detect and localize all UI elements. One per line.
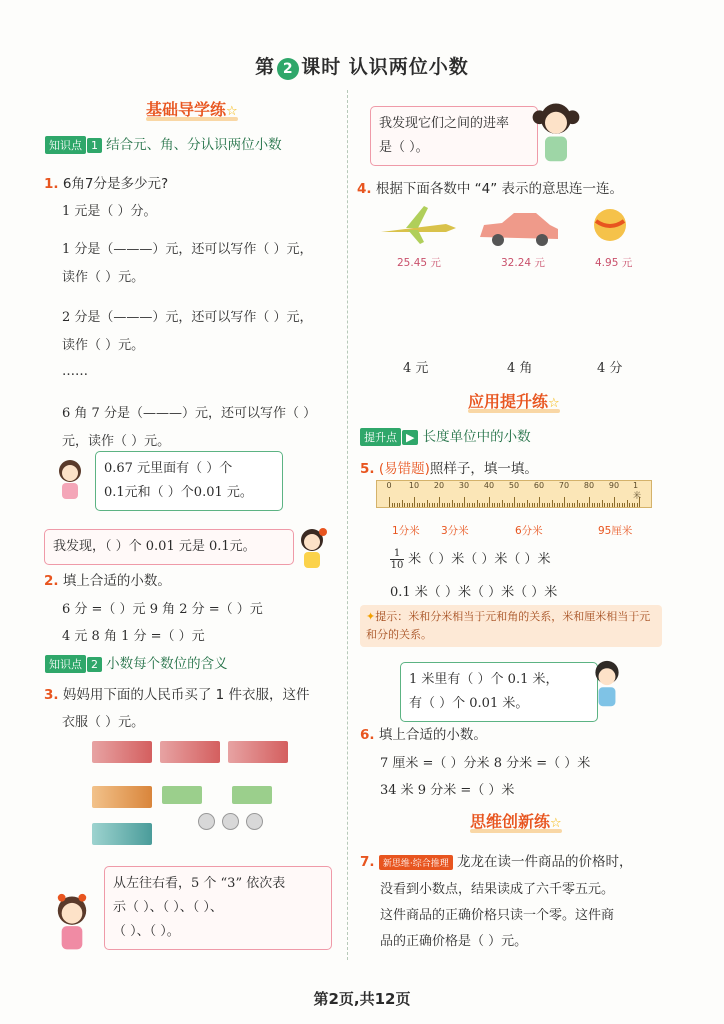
ruler-tick: [522, 503, 523, 507]
ruler-label: 6分米: [515, 525, 543, 537]
ruler-tick: [427, 500, 428, 507]
knowledge-point-1: 知识点 1 结合元、角、分认识两位小数: [45, 133, 282, 154]
q1-line: 读作（ ）元。: [62, 270, 145, 285]
banknote-20-icon: [92, 786, 152, 808]
ruler-tick: [597, 503, 598, 507]
ruler-tick: [504, 503, 505, 507]
ruler-tick: [489, 497, 490, 507]
question-7: 7. 新思维·综合推理 龙龙在读一件商品的价格时，: [360, 854, 633, 870]
ruler-tick: [407, 503, 408, 507]
ruler-tick: [609, 503, 610, 507]
q1-line: ……: [62, 364, 88, 379]
ruler-tick: [404, 503, 405, 507]
lesson-number-badge: 2: [277, 58, 299, 80]
page-footer: 第2页,共12页: [313, 990, 411, 1008]
ruler-tick: [477, 500, 478, 507]
q7-line: 没看到小数点，结果读成了六千零五元。: [380, 882, 615, 897]
ruler-tick: [474, 503, 475, 507]
ruler-tick: [559, 503, 560, 507]
ruler-mark-label: 1米: [633, 481, 641, 500]
ruler-tick: [637, 503, 638, 507]
ruler-tick: [389, 497, 390, 507]
ruler-label: 95厘米: [598, 525, 633, 537]
q7-line: 这件商品的正确价格只读一个零。这件商: [380, 908, 615, 923]
ruler-tick: [409, 503, 410, 507]
digit-meaning-box: 从左往右看，5 个 “3” 依次表 示（ ）、（ ）、（ ）、 （ ）、（ ）。: [104, 866, 332, 950]
ruler-mark-label: 90: [608, 481, 620, 490]
hint-note: ✦提示：米和分米相当于元和角的关系，米和厘米相当于元和分的关系。: [360, 605, 662, 647]
coin-icon: [246, 813, 263, 830]
ruler-tick: [517, 503, 518, 507]
star-icon: ☆: [550, 816, 562, 831]
girl-avatar-icon: [52, 455, 88, 503]
ruler-tick: [449, 503, 450, 507]
ruler-tick: [612, 503, 613, 507]
ruler-tick: [527, 500, 528, 507]
ruler-tick: [437, 503, 438, 507]
column-divider: [347, 90, 348, 960]
ruler-tick: [549, 503, 550, 507]
ruler-tick: [507, 503, 508, 507]
meter-discovery-box: 1 米里有（ ）个 0.1 米， 有（ ）个 0.01 米。: [400, 662, 598, 722]
ruler-tick: [547, 503, 548, 507]
unit-label: 4 分: [597, 361, 623, 376]
ruler-tick: [434, 503, 435, 507]
ruler-tick: [577, 500, 578, 507]
ruler-tick: [482, 503, 483, 507]
ruler-mark-label: 0: [386, 481, 392, 490]
ball-icon: [592, 207, 628, 243]
ruler-mark-label: 30: [458, 481, 470, 490]
ruler-tick: [419, 503, 420, 507]
q5-row-2: 0.1 米（ ）米（ ）米（ ）米: [390, 585, 558, 600]
ruler-tick: [617, 503, 618, 507]
banknote-10-icon: [92, 823, 152, 845]
ruler-tick: [564, 497, 565, 507]
banknote-100-icon: [92, 741, 152, 763]
ruler-tick: [624, 503, 625, 507]
ruler-tick: [607, 503, 608, 507]
ruler-tick: [572, 503, 573, 507]
ruler-tick: [552, 500, 553, 507]
ruler-tick: [432, 503, 433, 507]
girl-avatar-icon: [294, 524, 330, 572]
ruler-tick: [397, 503, 398, 507]
ruler-tick: [619, 503, 620, 507]
ruler-tick: [534, 503, 535, 507]
ruler-tick: [629, 503, 630, 507]
ruler-tick: [479, 503, 480, 507]
toy-plane-icon: [376, 202, 458, 246]
ruler-tick: [447, 503, 448, 507]
rate-discovery-box: 我发现它们之间的进率 是（ ）。: [370, 106, 538, 166]
q1-line: 读作（ ）元。: [62, 338, 145, 353]
q1-line: 元，读作（ ）元。: [62, 434, 171, 449]
ruler-mark-label: 40: [483, 481, 495, 490]
ruler-mark-label: 70: [558, 481, 570, 490]
q1-line: 2 分是（———）元，还可以写作（ ）元，: [62, 310, 313, 325]
ruler-tick: [532, 503, 533, 507]
price-label: 32.24 元: [501, 257, 545, 269]
girl-avatar-icon: [48, 890, 96, 952]
knowledge-point-2: 知识点 2 小数每个数位的含义: [45, 652, 228, 673]
banknote-1-icon: [162, 786, 202, 804]
fraction: $\frac{1}{10}$: [390, 548, 404, 571]
ruler-mark-label: 10: [408, 481, 420, 490]
ruler-tick: [417, 503, 418, 507]
ruler-tick: [402, 500, 403, 507]
ruler-tick: [467, 503, 468, 507]
ruler-tick: [487, 503, 488, 507]
star-icon: ☆: [548, 396, 560, 411]
ruler-tick: [574, 503, 575, 507]
ruler-tick: [584, 503, 585, 507]
ruler-tick: [512, 503, 513, 507]
ruler-tick: [544, 503, 545, 507]
ruler-tick: [524, 503, 525, 507]
q1-line: 6 角 7 分是（———）元，还可以写作（ ）: [62, 406, 317, 421]
ruler-tick: [464, 497, 465, 507]
ruler-tick: [502, 500, 503, 507]
q1-line: 1 元是（ ）分。: [62, 204, 157, 219]
section-title-basic: 基础导学练☆: [146, 97, 238, 121]
ruler-mark-label: 60: [533, 481, 545, 490]
ruler-tick: [499, 503, 500, 507]
ruler-label: 3分米: [441, 525, 469, 537]
q2-line: 4 元 8 角 1 分 =（ ）元: [62, 629, 205, 644]
lightbulb-icon: ✦: [366, 610, 376, 623]
ruler-tick: [569, 503, 570, 507]
banknote-100-icon: [228, 741, 288, 763]
q6-line: 7 厘米 =（ ）分米 8 分米 =（ ）米: [380, 756, 591, 771]
ruler-tick: [492, 503, 493, 507]
ruler-tick: [587, 503, 588, 507]
star-icon: ☆: [226, 104, 238, 119]
ruler-tick: [622, 503, 623, 507]
question-5: 5. (易错题)照样子，填一填。: [360, 461, 538, 477]
ruler-tick: [444, 503, 445, 507]
meter-ruler: [376, 480, 652, 508]
section-title-think: 思维创新练☆: [470, 809, 562, 833]
coin-icon: [222, 813, 239, 830]
q3-line: 衣服（ ）元。: [62, 715, 145, 730]
ruler-tick: [539, 497, 540, 507]
ruler-label: 1分米: [392, 525, 420, 537]
ruler-tick: [582, 503, 583, 507]
ruler-tick: [484, 503, 485, 507]
discovery-box: 我发现，（ ）个 0.01 元是 0.1元。: [44, 529, 294, 565]
ruler-tick: [394, 503, 395, 507]
ruler-tick: [537, 503, 538, 507]
ruler-tick: [627, 500, 628, 507]
ruler-tick: [562, 503, 563, 507]
ruler-mark-label: 50: [508, 481, 520, 490]
ruler-tick: [592, 503, 593, 507]
ruler-tick: [439, 497, 440, 507]
ruler-tick: [529, 503, 530, 507]
ruler-tick: [594, 503, 595, 507]
q6-line: 34 米 9 分米 =（ ）米: [380, 783, 515, 798]
q2-line: 6 分 =（ ）元 9 角 2 分 =（ ）元: [62, 602, 263, 617]
ruler-tick: [472, 503, 473, 507]
hint-box-decimal: 0.67 元里面有（ ）个 0.1元和（ ）个0.01 元。: [95, 451, 283, 511]
ruler-tick: [457, 503, 458, 507]
ruler-tick: [429, 503, 430, 507]
ruler-mark-label: 20: [433, 481, 445, 490]
ruler-tick: [542, 503, 543, 507]
ruler-tick: [579, 503, 580, 507]
ruler-tick: [452, 500, 453, 507]
q7-line: 品的正确价格是（ ）元。: [380, 934, 528, 949]
ruler-tick: [514, 497, 515, 507]
ruler-tick: [442, 503, 443, 507]
ruler-tick: [632, 503, 633, 507]
unit-label: 4 元: [403, 361, 429, 376]
question-4: 4. 根据下面各数中 “4” 表示的意思连一连。: [357, 181, 623, 197]
ruler-tick: [614, 497, 615, 507]
unit-label: 4 角: [507, 361, 533, 376]
page-title: 第 2 课时 认识两位小数: [255, 56, 469, 78]
q1-line: 1 分是（———）元，还可以写作（ ）元，: [62, 242, 313, 257]
ruler-tick: [554, 503, 555, 507]
question-6: 6. 填上合适的小数。: [360, 727, 487, 743]
price-label: 4.95 元: [595, 257, 633, 269]
ruler-tick: [459, 503, 460, 507]
banknote-1-icon: [232, 786, 272, 804]
banknote-100-icon: [160, 741, 220, 763]
question-2: 2. 填上合适的小数。: [44, 573, 171, 589]
question-1: 1. 6角7分是多少元?: [44, 176, 169, 192]
q5-row-1: $\frac{1}{10}$ 米（ ）米（ ）米（ ）米: [390, 548, 551, 571]
ruler-tick: [497, 503, 498, 507]
price-label: 25.45 元: [397, 257, 441, 269]
coin-icon: [198, 813, 215, 830]
ruler-tick: [557, 503, 558, 507]
ruler-tick: [567, 503, 568, 507]
ruler-tick: [462, 503, 463, 507]
ruler-tick: [604, 503, 605, 507]
ruler-tick: [519, 503, 520, 507]
question-3: 3. 妈妈用下面的人民币买了 1 件衣服，这件: [44, 687, 310, 703]
ruler-tick: [469, 503, 470, 507]
girl-avatar-icon: [530, 98, 582, 164]
boy-avatar-icon: [588, 656, 626, 710]
ruler-tick: [414, 497, 415, 507]
ruler-tick: [602, 500, 603, 507]
ruler-mark-label: 80: [583, 481, 595, 490]
ruler-tick: [422, 503, 423, 507]
ruler-tick: [412, 503, 413, 507]
ruler-tick: [424, 503, 425, 507]
toy-car-icon: [476, 207, 562, 249]
improvement-point: 提升点 ▶ 长度单位中的小数: [360, 425, 531, 446]
ruler-tick: [509, 503, 510, 507]
ruler-tick: [599, 503, 600, 507]
ruler-tick: [454, 503, 455, 507]
ruler-tick: [589, 497, 590, 507]
ruler-tick: [494, 503, 495, 507]
ruler-tick: [399, 503, 400, 507]
ruler-tick: [634, 503, 635, 507]
section-title-apply: 应用提升练☆: [468, 389, 560, 413]
new-thinking-tag: 新思维·综合推理: [379, 855, 453, 870]
ruler-tick: [392, 503, 393, 507]
